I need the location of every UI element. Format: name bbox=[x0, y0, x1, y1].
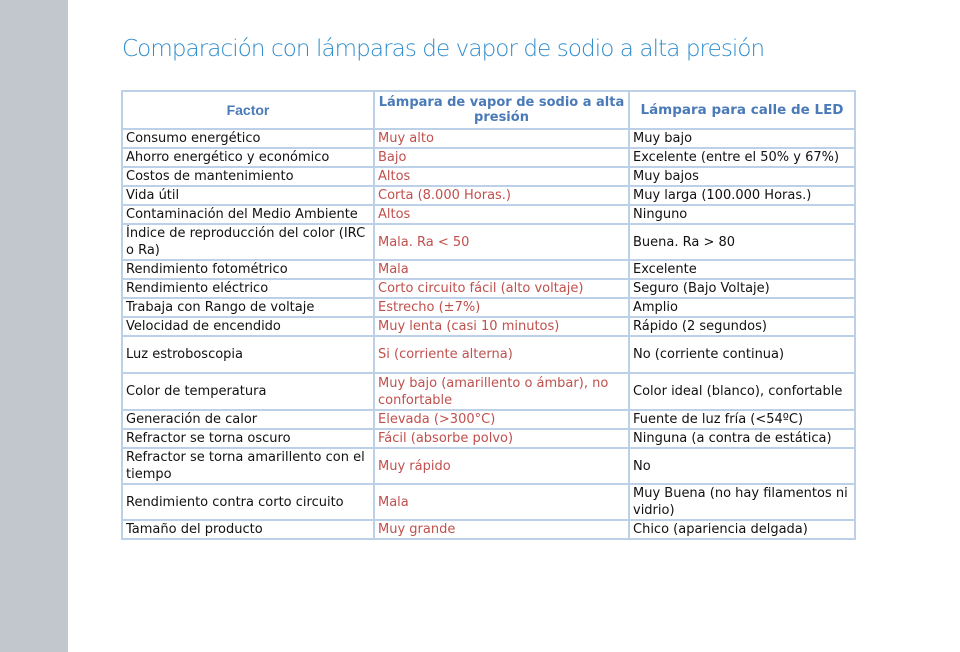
factor-cell: Costos de mantenimiento bbox=[122, 167, 374, 186]
table-row bbox=[122, 148, 855, 167]
led-cell: No bbox=[629, 448, 855, 484]
factor-cell: Generación de calor bbox=[122, 410, 374, 429]
table-header-row bbox=[122, 91, 855, 129]
led-cell: Fuente de luz fría (<54ºC) bbox=[629, 410, 855, 429]
sodium-cell: Corta (8.000 Horas.) bbox=[374, 186, 629, 205]
table-row bbox=[122, 260, 855, 279]
sodium-cell: Elevada (>300°C) bbox=[374, 410, 629, 429]
table-row bbox=[122, 298, 855, 317]
factor-cell: Trabaja con Rango de voltaje bbox=[122, 298, 374, 317]
sodium-cell: Fácil (absorbe polvo) bbox=[374, 429, 629, 448]
table-row bbox=[122, 224, 855, 260]
comparison-table bbox=[121, 90, 856, 540]
header-factor: Factor bbox=[122, 91, 374, 129]
factor-cell: Luz estroboscopia bbox=[122, 336, 374, 373]
sodium-cell: Si (corriente alterna) bbox=[374, 336, 629, 373]
led-cell: Muy Buena (no hay filamentos ni vidrio) bbox=[629, 484, 855, 520]
header-sodium-lamp: Lámpara de vapor de sodio a alta presión bbox=[374, 91, 629, 129]
factor-cell: Tamaño del producto bbox=[122, 520, 374, 539]
table-row bbox=[122, 186, 855, 205]
factor-cell: Rendimiento fotométrico bbox=[122, 260, 374, 279]
sodium-cell: Muy grande bbox=[374, 520, 629, 539]
sodium-cell: Estrecho (±7%) bbox=[374, 298, 629, 317]
sodium-cell: Corto circuito fácil (alto voltaje) bbox=[374, 279, 629, 298]
table-row bbox=[122, 410, 855, 429]
side-bar bbox=[0, 0, 68, 652]
led-cell: No (corriente continua) bbox=[629, 336, 855, 373]
sodium-cell: Altos bbox=[374, 205, 629, 224]
factor-cell: Ahorro energético y económico bbox=[122, 148, 374, 167]
led-cell: Seguro (Bajo Voltaje) bbox=[629, 279, 855, 298]
factor-cell: Velocidad de encendido bbox=[122, 317, 374, 336]
sodium-cell: Mala bbox=[374, 484, 629, 520]
sodium-cell: Mala. Ra < 50 bbox=[374, 224, 629, 260]
led-cell: Amplio bbox=[629, 298, 855, 317]
led-cell: Muy bajo bbox=[629, 129, 855, 148]
table-row bbox=[122, 317, 855, 336]
table-row bbox=[122, 429, 855, 448]
factor-cell: Color de temperatura bbox=[122, 373, 374, 410]
sodium-cell: Mala bbox=[374, 260, 629, 279]
factor-cell: Rendimiento eléctrico bbox=[122, 279, 374, 298]
led-cell: Muy bajos bbox=[629, 167, 855, 186]
led-cell: Color ideal (blanco), confortable bbox=[629, 373, 855, 410]
table-row bbox=[122, 279, 855, 298]
led-cell: Ninguna (a contra de estática) bbox=[629, 429, 855, 448]
led-cell: Rápido (2 segundos) bbox=[629, 317, 855, 336]
slide-title: Comparación con lámparas de vapor de sodio a alta presión bbox=[122, 36, 765, 62]
factor-cell: Refractor se torna amarillento con el tiempo bbox=[122, 448, 374, 484]
led-cell: Excelente bbox=[629, 260, 855, 279]
table-row bbox=[122, 129, 855, 148]
table-row bbox=[122, 373, 855, 410]
table-row bbox=[122, 167, 855, 186]
led-cell: Muy larga (100.000 Horas.) bbox=[629, 186, 855, 205]
factor-cell: Refractor se torna oscuro bbox=[122, 429, 374, 448]
table-row bbox=[122, 448, 855, 484]
factor-cell: Consumo energético bbox=[122, 129, 374, 148]
sodium-cell: Muy rápido bbox=[374, 448, 629, 484]
factor-cell: Índice de reproducción del color (IRC o Ra) bbox=[122, 224, 374, 260]
sodium-cell: Bajo bbox=[374, 148, 629, 167]
led-cell: Ninguno bbox=[629, 205, 855, 224]
sodium-cell: Muy alto bbox=[374, 129, 629, 148]
table-row bbox=[122, 336, 855, 373]
led-cell: Buena. Ra > 80 bbox=[629, 224, 855, 260]
factor-cell: Contaminación del Medio Ambiente bbox=[122, 205, 374, 224]
table-row bbox=[122, 484, 855, 520]
table-row bbox=[122, 205, 855, 224]
factor-cell: Vida útil bbox=[122, 186, 374, 205]
sodium-cell: Muy lenta (casi 10 minutos) bbox=[374, 317, 629, 336]
led-cell: Chico (apariencia delgada) bbox=[629, 520, 855, 539]
led-cell: Excelente (entre el 50% y 67%) bbox=[629, 148, 855, 167]
header-led-lamp: Lámpara para calle de LED bbox=[629, 91, 855, 129]
table-row bbox=[122, 520, 855, 539]
sodium-cell: Altos bbox=[374, 167, 629, 186]
factor-cell: Rendimiento contra corto circuito bbox=[122, 484, 374, 520]
sodium-cell: Muy bajo (amarillento o ámbar), no confortable bbox=[374, 373, 629, 410]
